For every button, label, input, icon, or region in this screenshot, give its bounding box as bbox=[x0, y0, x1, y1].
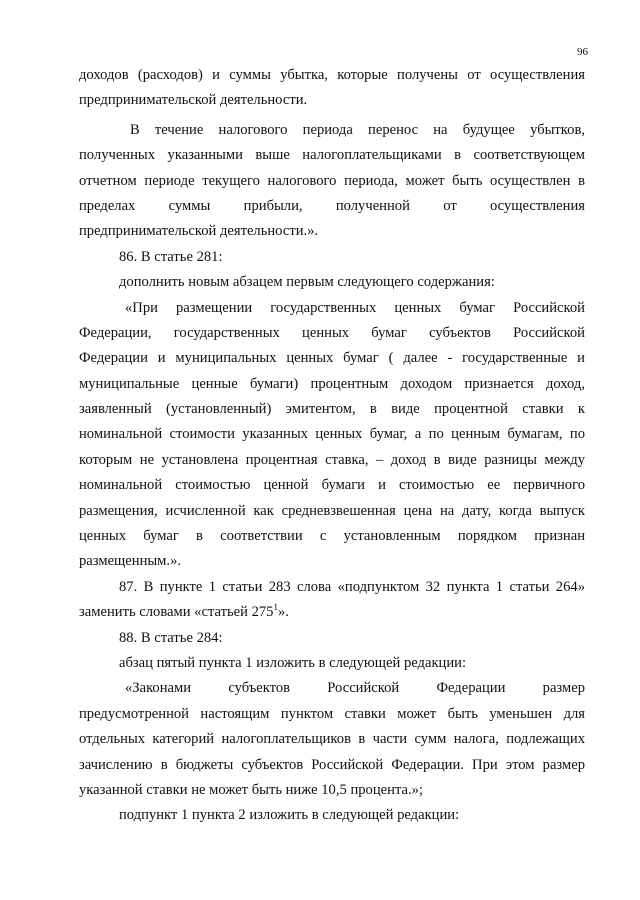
text-line: дополнить новым абзацем первым следующего содержания: bbox=[119, 274, 495, 291]
text-line: «При размещении государственных ценных бумаг Российской bbox=[125, 299, 585, 316]
text-line: пределах суммы прибыли, полученной от осуществления bbox=[79, 197, 585, 214]
text-fragment: заменить словами «статьей 275 bbox=[79, 604, 274, 621]
text-line: доходов (расходов) и суммы убытка, которые получены от осуществления bbox=[79, 67, 585, 83]
text-line: размещения, исчисленной как средневзвешенная цена на дату, когда выпуск bbox=[79, 502, 585, 519]
text-line: абзац пятый пункта 1 изложить в следующей редакции: bbox=[119, 654, 467, 671]
text-fragment: ». bbox=[277, 604, 289, 621]
text-line: номинальной стоимостью ценной бумаги и стоимостью ее первичного bbox=[79, 477, 585, 494]
text-line: подпункт 1 пункта 2 изложить в следующей редакции: bbox=[119, 807, 460, 824]
text-line: предпринимательской деятельности. bbox=[79, 92, 308, 109]
text-line: предусмотренной настоящим пунктом ставки может быть уменьшен для bbox=[79, 705, 585, 722]
text-line: В течение налогового периода перенос на будущее убытков, bbox=[130, 121, 585, 138]
text-line: заявленный (установленный) эмитентом, в виде процентной ставки к bbox=[79, 401, 585, 418]
text-line: зачислению в бюджеты субъектов Российской Федерации. При этом размер bbox=[79, 756, 585, 773]
text-line bbox=[79, 600, 585, 625]
text-line: Федерации, государственных ценных бумаг субъектов Российской bbox=[79, 324, 585, 341]
text-line: номинальной стоимости указанных ценных бумаг, а по ценным бумагам, по bbox=[79, 426, 585, 443]
text-line: полученных указанными выше налогоплательщиками в соответствующем bbox=[79, 147, 585, 164]
text-line: муниципальные ценные бумаги) процентным доходом признается доход, bbox=[79, 375, 585, 392]
text-line: Федерации и муниципальных ценных бумаг ( далее - государственные и bbox=[79, 350, 585, 367]
text-line: 88. В статье 284: bbox=[119, 629, 223, 646]
text-line: отдельных категорий налогоплательщиков в части сумм налога, подлежащих bbox=[79, 731, 585, 748]
text-line: отчетном периоде текущего налогового периода, может быть осуществлен в bbox=[79, 172, 585, 189]
text-line: ценных бумаг в соответствии с установленным порядком признан bbox=[79, 528, 585, 545]
document-body bbox=[79, 63, 585, 829]
text-line: указанной ставки не может быть ниже 10,5 процента.»; bbox=[79, 781, 423, 798]
text-line: которым не установлена процентная ставка, – доход в виде разницы между bbox=[79, 451, 585, 468]
text-line: «Законами субъектов Российской Федерации размер bbox=[125, 680, 585, 697]
page-number: 96 bbox=[577, 46, 588, 58]
text-line: предпринимательской деятельности.». bbox=[79, 223, 319, 240]
text-line: размещенным.». bbox=[79, 553, 182, 570]
text-line: 86. В статье 281: bbox=[119, 248, 223, 265]
superscript: 1 bbox=[273, 602, 278, 613]
text-line: 87. В пункте 1 статьи 283 слова «подпунктом 32 пункта 1 статьи 264» bbox=[119, 578, 585, 595]
